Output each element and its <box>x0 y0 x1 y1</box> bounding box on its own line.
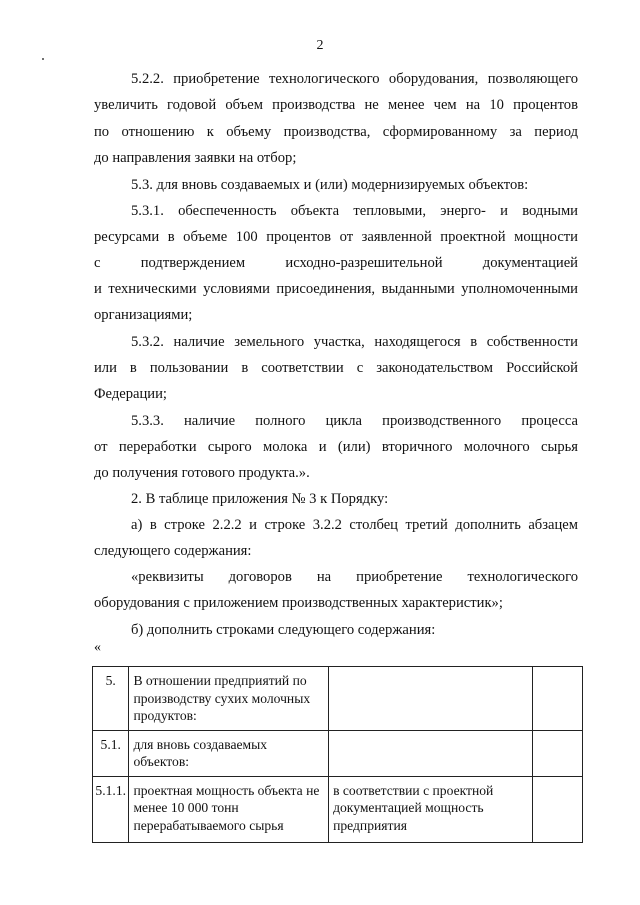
extra-cell <box>532 776 582 842</box>
paragraph-5-3-1-line-2: ресурсами в объеме 100 процентов от заявленной проектной мощности <box>94 229 578 245</box>
paragraph-2: 2. В таблице приложения № 3 к Порядку: <box>131 491 389 507</box>
document-cell <box>329 730 533 776</box>
paragraph-5-3-3-line-2: от переработки сырого молока и (или) вторичного молочного сырья <box>94 439 578 455</box>
row-number-cell: 5. <box>93 667 129 731</box>
criterion-cell: проектная мощность объекта не менее 10 000 тонн перерабатываемого сырья <box>129 776 329 842</box>
paragraph-5-3-1-line-3: с подтверждением исходно-разрешительной документацией <box>94 255 578 271</box>
amendment-table <box>92 666 583 843</box>
paragraph-5-3-2-line-2: или в пользовании в соответствии с законодательством Российской <box>94 360 578 376</box>
paragraph-a-line-2: следующего содержания: <box>94 543 252 559</box>
paragraph-5-3: 5.3. для вновь создаваемых и (или) модернизируемых объектов: <box>131 177 529 193</box>
paragraph-5-2-2-line-4: до направления заявки на отбор; <box>94 150 297 166</box>
table-row <box>93 730 583 776</box>
paragraph-5-3-3-line-3: до получения готового продукта.». <box>94 465 310 481</box>
page-number: 2 <box>316 38 324 53</box>
paragraph-quote-line-1: «реквизиты договоров на приобретение технологического <box>131 569 578 585</box>
extra-cell <box>532 730 582 776</box>
document-cell <box>329 667 533 731</box>
paragraph-5-2-2-line-1: 5.2.2. приобретение технологического оборудования, позволяющего <box>131 71 578 87</box>
paragraph-5-3-1-line-5: организациями; <box>94 307 193 323</box>
criterion-cell: В отношении предприятий по производству сухих молочных продуктов: <box>129 667 329 731</box>
table-row <box>93 776 583 842</box>
document-cell: в соответствии с проектной документацией мощность предприятия <box>329 776 533 842</box>
paragraph-5-3-1-line-1: 5.3.1. обеспеченность объекта тепловыми, энерго- и водными <box>131 203 578 219</box>
paragraph-5-3-2-line-1: 5.3.2. наличие земельного участка, находящегося в собственности <box>131 334 578 350</box>
row-number-cell: 5.1. <box>93 730 129 776</box>
paragraph-5-2-2-line-3: по отношению к объему производства, сформированному за период <box>94 124 578 140</box>
criterion-cell: для вновь создаваемых объектов: <box>129 730 329 776</box>
table-row <box>93 667 583 731</box>
paragraph-b: б) дополнить строками следующего содержания: <box>131 622 436 638</box>
opening-quote-mark: « <box>94 640 101 655</box>
paragraph-quote-line-2: оборудования с приложением производственных характеристик»; <box>94 595 503 611</box>
paragraph-5-3-2-line-3: Федерации; <box>94 386 167 402</box>
paragraph-5-3-3-line-1: 5.3.3. наличие полного цикла производственного процесса <box>131 413 578 429</box>
paragraph-5-2-2-line-2: увеличить годовой объем производства не менее чем на 10 процентов <box>94 97 578 113</box>
extra-cell <box>532 667 582 731</box>
paragraph-a-line-1: а) в строке 2.2.2 и строке 3.2.2 столбец третий дополнить абзацем <box>131 517 578 533</box>
row-number-cell: 5.1.1. <box>93 776 129 842</box>
scan-speck <box>42 58 44 60</box>
paragraph-5-3-1-line-4: и техническими условиями присоединения, выданными уполномоченными <box>94 281 578 297</box>
